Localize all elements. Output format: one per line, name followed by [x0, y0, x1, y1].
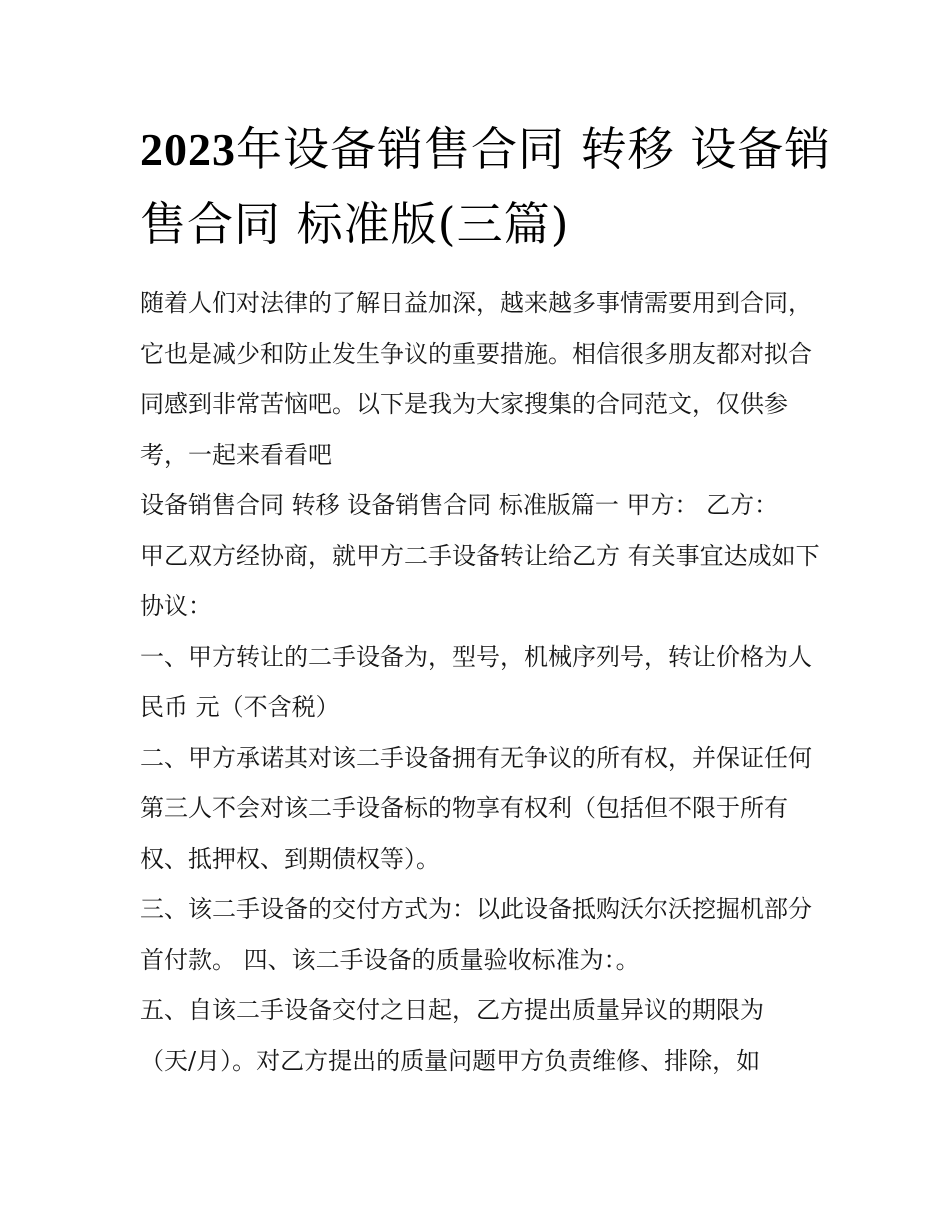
paragraph-clause-3-4: 三、该二手设备的交付方式为：以此设备抵购沃尔沃挖掘机部分首付款。 四、该二手设备的质量验收标准为：。 [140, 895, 812, 974]
paragraph-clause-1: 一、甲方转让的二手设备为，型号，机械序列号，转让价格为人民币 元（不含税） [140, 642, 812, 721]
paragraph-clause-5: 五、自该二手设备交付之日起，乙方提出质量异议的期限为（天/月）。对乙方提出的质量问题甲方负责维修、排除，如 [140, 996, 764, 1075]
paragraph-parties: 设备销售合同 转移 设备销售合同 标准版篇一 甲方： 乙方： [140, 491, 779, 519]
document-body [140, 278, 820, 1086]
document-title [140, 112, 840, 261]
title-text: 年设备销售合同 转移 设备销售合同 标准版(三篇) [140, 122, 832, 251]
paragraph-agreement: 甲乙双方经协商，就甲方二手设备转让给乙方 有关事宜达成如下协议： [140, 541, 820, 620]
title-year: 2023 [140, 124, 236, 175]
paragraph-clause-2: 二、甲方承诺其对该二手设备拥有无争议的所有权，并保证任何第三人不会对该二手设备标的物享有权利（包括但不限于所有权、抵押权、到期债权等）。 [140, 743, 812, 873]
paragraph-intro: 随着人们对法律的了解日益加深，越来越多事情需要用到合同，它也是减少和防止发生争议的重要措施。相信很多朋友都对拟合同感到非常苦恼吧。以下是我为大家搜集的合同范文，仅供参考，一起来看看吧 [140, 289, 812, 469]
